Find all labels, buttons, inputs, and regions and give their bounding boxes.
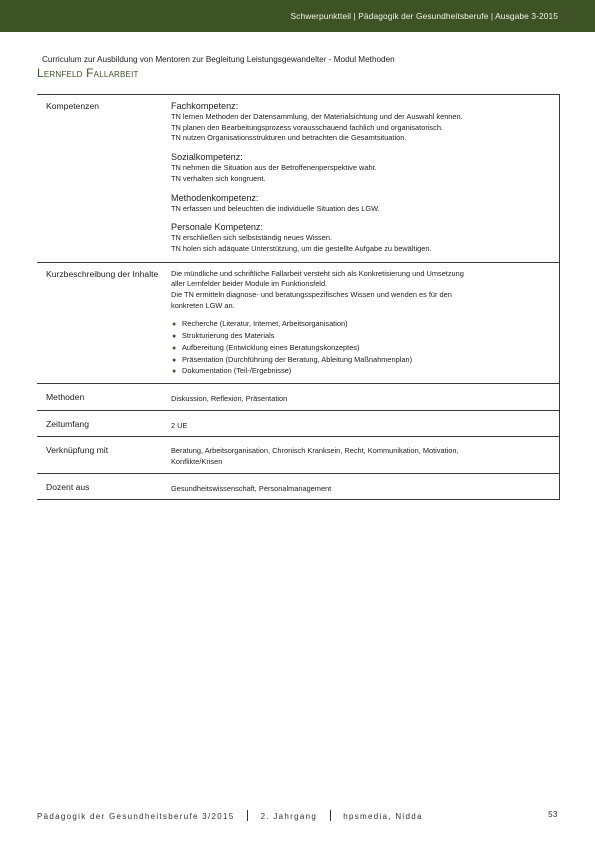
text-line: TN verhalten sich kongruent. [171, 173, 266, 183]
text-line: TN erschließen sich selbstständig neues Wissen. [171, 233, 333, 243]
fachkompetenz-heading: Fachkompetenz: [171, 101, 239, 111]
text-line: TN holen sich adäquate Unterstützung, um die gestellte Aufgabe zu bewältigen. [171, 243, 432, 253]
table-row-verknuepfung [37, 437, 560, 473]
text-line: TN nehmen die Situation aus der Betroffenenperspektive wahr. [171, 163, 377, 173]
bullet-icon: ● [172, 368, 177, 376]
sozialkompetenz-heading: Sozialkompetenz: [171, 152, 243, 163]
list-item [171, 366, 553, 378]
list-item-text: Strukturierung des Materials [182, 331, 275, 341]
row-label-methoden: Methoden [37, 383, 164, 410]
text-line: konkreten LGW an. [171, 300, 235, 310]
list-item-text: Recherche (Literatur, Internet, Arbeitsorganisation) [182, 319, 348, 329]
bullet-icon: ● [172, 321, 177, 329]
text-line: TN nutzen Organisationsstrukturen und betrachten die Gesamtsituation. [171, 133, 407, 143]
list-item [171, 355, 553, 367]
list-item-text: Aufbereitung (Entwicklung eines Beratungskonzeptes) [182, 342, 360, 352]
section-title: Lernfeld Fallarbeit [37, 66, 139, 80]
list-item-text: Präsentation (Durchführung der Beratung, Ableitung Maßnahmenplan) [182, 354, 413, 364]
list-item [171, 331, 553, 343]
bullet-icon: ● [172, 356, 177, 364]
methodenkompetenz-heading: Methodenkompetenz: [171, 192, 259, 203]
header-bar [0, 0, 595, 32]
running-title: Schwerpunktteil | Pädagogik der Gesundheitsberufe | Ausgabe 3-2015 [290, 11, 558, 21]
table-row-dozent [37, 473, 560, 500]
table-row-kurzbeschreibung [37, 262, 560, 383]
row-content-kurzbeschreibung [164, 262, 560, 383]
row-label-verknuepfung: Verknüpfung mit [37, 437, 164, 473]
footer-divider [330, 810, 331, 821]
personale-kompetenz-heading: Personale Kompetenz: [171, 222, 264, 233]
footer-journal: Pädagogik der Gesundheitsberufe 3/2015 [37, 812, 235, 821]
text-line: Konflikte/Krisen [171, 457, 223, 467]
curriculum-title: Curriculum zur Ausbildung von Mentoren zur Begleitung Leistungsgewandelter - Modul Methoden [42, 55, 395, 64]
list-item-text: Dokumentation (Teil-/Ergebnisse) [182, 366, 292, 376]
row-label-kurzbeschreibung: Kurzbeschreibung der Inhalte [37, 262, 164, 383]
table-row-kompetenzen [37, 95, 560, 263]
footer-publisher: hpsmedia, Nidda [343, 812, 423, 821]
text-line: TN lernen Methoden der Datensammlung, der Materialsichtung und der Auswahl kennen. [171, 112, 463, 121]
content-bullet-list [171, 319, 553, 378]
text-line: TN planen den Bearbeitungsprozess vorausschauend fachlich und organisatorisch. [171, 122, 443, 132]
footer-volume: 2. Jahrgang [260, 812, 318, 821]
row-label-zeitumfang: Zeitumfang [37, 410, 164, 437]
page-number: 53 [548, 810, 558, 819]
bullet-icon: ● [172, 344, 177, 352]
row-label-dozent: Dozent aus [37, 473, 164, 500]
row-content-zeitumfang: 2 UE [164, 410, 560, 437]
table-row-methoden [37, 383, 560, 410]
bullet-icon: ● [172, 333, 177, 341]
row-content-verknuepfung [164, 437, 560, 473]
text-line: TN erfassen und beleuchten die individuelle Situation des LGW. [171, 203, 380, 213]
table-row-zeitumfang [37, 410, 560, 437]
row-label-kompetenzen: Kompetenzen [37, 95, 164, 263]
list-item [171, 343, 553, 355]
row-content-dozent: Gesundheitswissenschaft, Personalmanagement [164, 473, 560, 500]
text-line: Die TN ermitteln diagnose- und beratungsspezifisches Wissen und wenden es für den [171, 290, 452, 300]
page-footer [37, 810, 423, 821]
text-line: Die mündliche und schriftliche Fallarbeit versteht sich als Konkretisierung und Umsetzung [171, 268, 464, 278]
list-item [171, 319, 553, 331]
row-content-methoden: Diskussion, Reflexion, Präsentation [164, 383, 560, 410]
curriculum-table [37, 94, 560, 500]
text-line: Beratung, Arbeitsorganisation, Chronisch Kranksein, Recht, Kommunikation, Motivation, [171, 446, 459, 456]
footer-divider [247, 810, 248, 821]
row-content-kompetenzen [164, 95, 560, 263]
text-line: aller Lernfelder beider Module im Funktionsfeld. [171, 279, 328, 289]
